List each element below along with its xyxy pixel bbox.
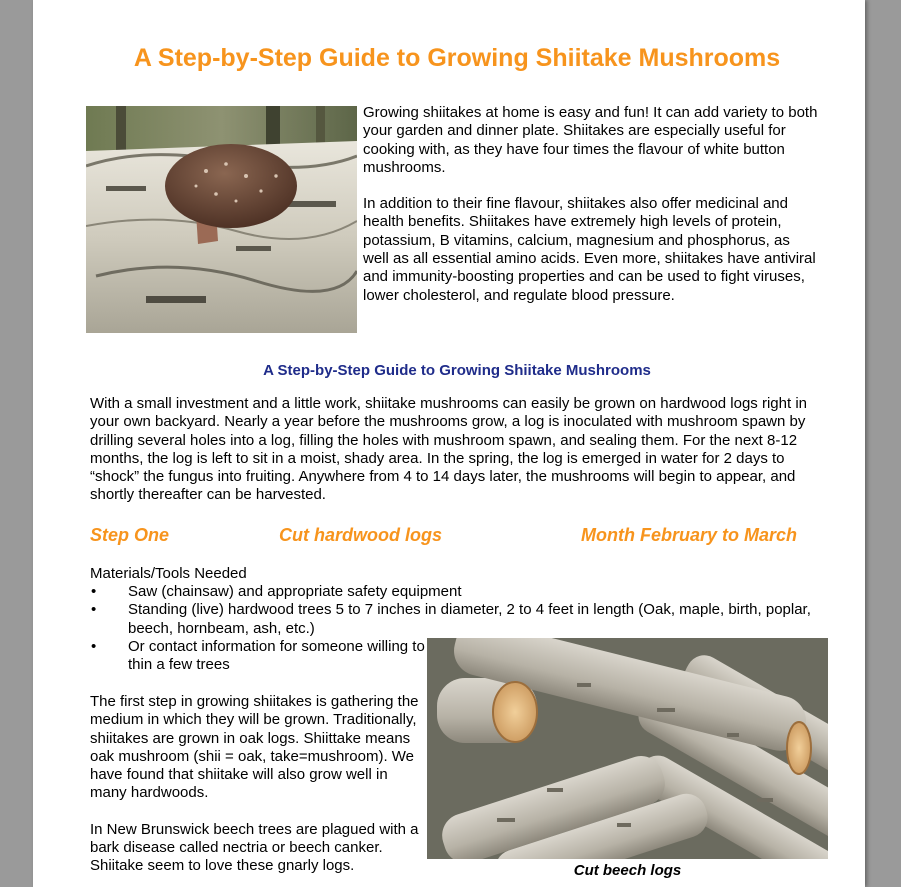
intro-paragraph: Growing shiitakes at home is easy and fun! It can add variety to both your garden and dinner plate. Shiitakes are especially useful for cooking with, as they have four times the flavour of white button mushrooms. (363, 104, 818, 176)
photo-caption: Cut beech logs (573, 862, 682, 879)
intro-text (363, 104, 818, 323)
step-label: Step One (90, 525, 170, 545)
list-item-text: Standing (live) hardwood trees 5 to 7 inches in diameter, 2 to 4 feet in length (Oak, maple, birth, poplar, beech, hornbeam, ash, etc.) (128, 601, 811, 637)
bullet-glyph: • (91, 637, 97, 655)
page-title: A Step-by-Step Guide to Growing Shiitake Mushrooms (133, 44, 781, 72)
materials-heading: Materials/Tools Needed (90, 565, 247, 582)
list-item (90, 638, 428, 675)
bullet-glyph: • (91, 601, 97, 619)
step-task: Cut hardwood logs (279, 525, 442, 545)
document-page (33, 0, 865, 887)
overview-paragraph: With a small investment and a little work, shiitake mushrooms can easily be grown on hardwood logs right in your own backyard. Nearly a year before the mushrooms grow, a log is inoculated with mushroom spawn by drilling several holes into a log, filling the holes with mushroom spawn, and sealing them. For the next 8-12 months, the log is left to sit in a moist, shady area. In the spring, the log is emerged in water for 2 days to “shock” the fungus into fruiting. Anywhere from 4 to 14 days later, the mushrooms will begin to appear, and shortly thereafter can be harvested. (90, 395, 807, 504)
list-item (90, 583, 820, 601)
intro-paragraph: In addition to their fine flavour, shiitakes also offer medicinal and health benefits. Shiitakes have extremely high levels of protein, potassium, B vitamins, calcium, magnesium and phosphorus, as well as all essential amino acids. Even more, shiitakes have antiviral and immunity-boosting properties and can be used to fight viruses, lower cholesterol, and regulate blood pressure. (363, 195, 816, 304)
bullet-glyph: • (91, 583, 97, 600)
cut-logs-photo (427, 638, 828, 859)
list-item-text: Or contact information for someone willing to thin a few trees (128, 637, 425, 674)
body-paragraph: In New Brunswick beech trees are plagued with a bark disease called nectria or beech canker. Shiitake seem to love these gnarly logs. (90, 820, 419, 875)
shiitake-on-log-photo (86, 106, 357, 333)
body-text (90, 693, 425, 887)
list-item-text: Saw (chainsaw) and appropriate safety equipment (128, 583, 462, 600)
step-timing: Month February to March (581, 525, 798, 545)
body-paragraph: The first step in growing shiitakes is gathering the medium in which they will be grown. Traditionally, shiitakes are grown in oak logs. Shiittake means oak mushroom (shii = oak, take=mushroom). We have found that shiitake will also grow well in many hardwoods. (90, 693, 419, 802)
section-subtitle: A Step-by-Step Guide to Growing Shiitake Mushrooms (263, 362, 651, 379)
list-item (90, 601, 820, 638)
